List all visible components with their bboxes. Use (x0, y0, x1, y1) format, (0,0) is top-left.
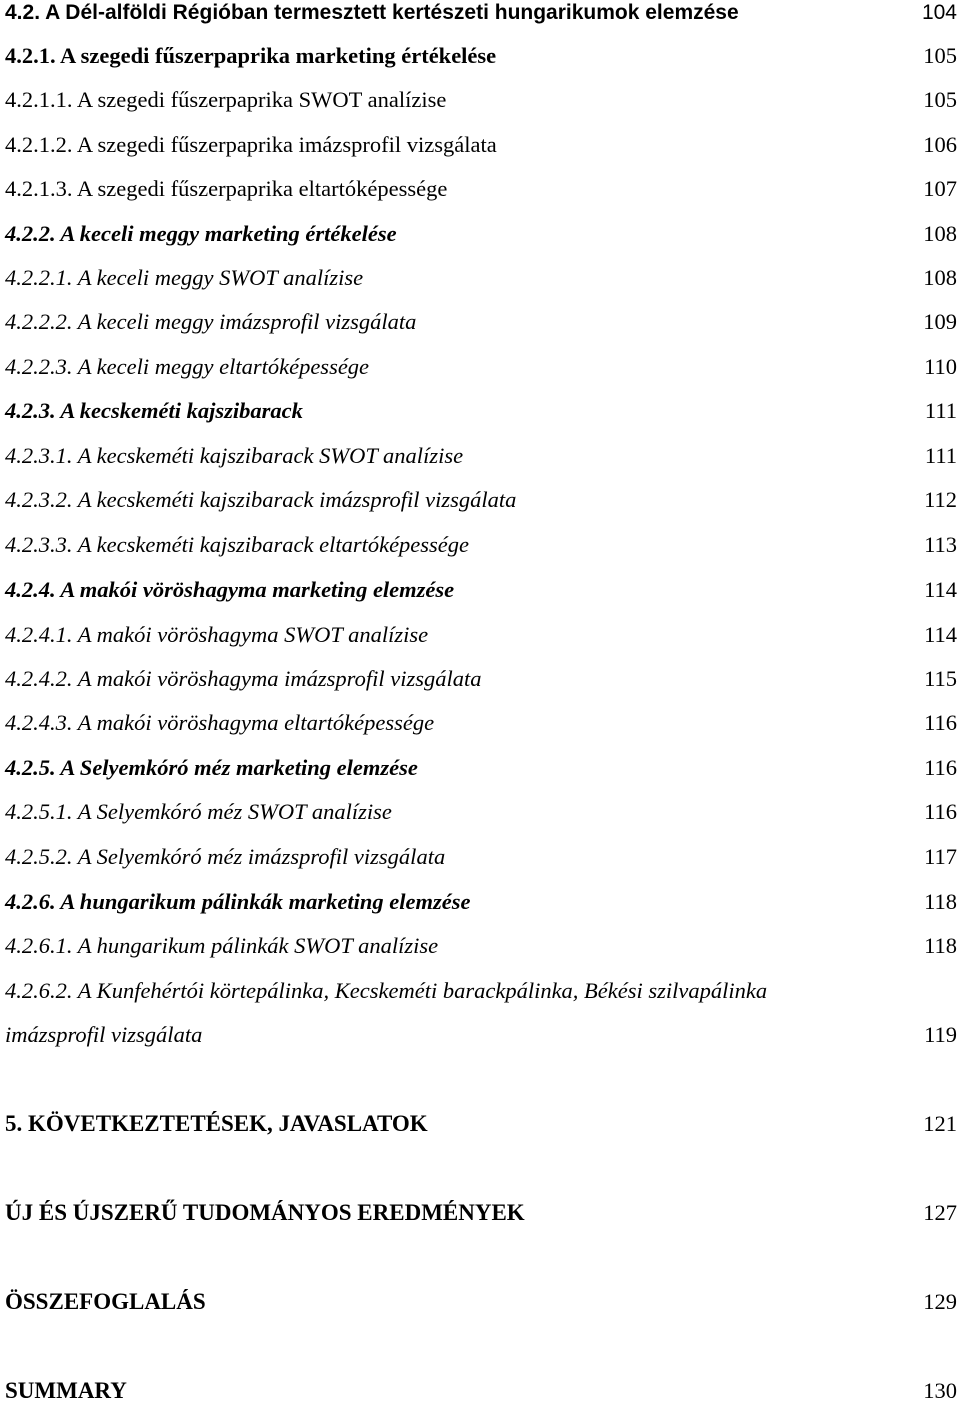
toc-entry-title: 5. KÖVETKEZTETÉSEK, JAVASLATOK (5, 1111, 428, 1136)
toc-entry-page-number: 112 (924, 487, 957, 512)
toc-entry-page-number: 116 (924, 710, 957, 735)
toc-entry-page-number: 113 (924, 532, 957, 557)
toc-entry-page-number: 114 (924, 577, 957, 602)
toc-entry-title: 4.2.4. A makói vöröshagyma marketing elemzése (5, 577, 455, 602)
toc-entry (5, 753, 957, 783)
toc-entry (5, 976, 957, 1006)
toc-entry-page-number: 115 (924, 666, 957, 691)
toc-entry-title: 4.2.1.3. A szegedi fűszerpaprika eltartóképessége (5, 176, 448, 201)
toc-entry (5, 797, 957, 827)
toc-entry-title: 4.2.6.2. A Kunfehértói körtepálinka, Kecskeméti barackpálinka, Békési szilvapálinka (5, 978, 768, 1003)
toc-entry-page-number: 116 (924, 755, 957, 780)
toc-entry (5, 1376, 957, 1406)
toc-entry (5, 41, 957, 71)
toc-entry-title: 4.2.1.1. A szegedi fűszerpaprika SWOT analízise (5, 87, 447, 112)
toc-entry-title: 4.2.3.3. A kecskeméti kajszibarack eltartóképessége (5, 532, 470, 557)
toc-entry (5, 931, 957, 961)
toc-entry-title: 4.2.3.1. A kecskeméti kajszibarack SWOT analízise (5, 443, 464, 468)
toc-entry-title: ÚJ ÉS ÚJSZERŰ TUDOMÁNYOS EREDMÉNYEK (5, 1200, 525, 1225)
toc-entry (5, 1109, 957, 1139)
toc-entry (5, 441, 957, 471)
toc-entry-page-number: 127 (923, 1200, 957, 1225)
toc-entry-title: 4.2.2. A keceli meggy marketing értékelése (5, 221, 397, 246)
toc-entry-title: 4.2.5. A Selyemkóró méz marketing elemzése (5, 755, 418, 780)
toc-entry-title: 4.2.4.2. A makói vöröshagyma imázsprofil vizsgálata (5, 666, 482, 691)
toc-entry-title: 4.2.6.1. A hungarikum pálinkák SWOT analízise (5, 933, 439, 958)
toc-entry-page-number: 116 (924, 799, 957, 824)
toc-entry (5, 485, 957, 515)
toc-entry (5, 1287, 957, 1317)
toc-entry-title: 4.2.4.3. A makói vöröshagyma eltartóképessége (5, 710, 435, 735)
toc-entry-title: 4.2.2.2. A keceli meggy imázsprofil vizsgálata (5, 309, 417, 334)
toc-entry-title: SUMMARY (5, 1378, 127, 1403)
toc-entry-title: 4.2.2.1. A keceli meggy SWOT analízise (5, 265, 364, 290)
toc-entry-page-number: 110 (924, 354, 957, 379)
toc-entry-page-number: 107 (923, 176, 957, 201)
toc-entry-page-number: 130 (923, 1378, 957, 1403)
toc-entry-page-number: 105 (923, 43, 957, 68)
toc-entry (5, 708, 957, 738)
toc-entry-page-number: 104 (921, 1, 957, 24)
toc-entry-page-number: 118 (924, 933, 957, 958)
toc-entry (5, 1198, 957, 1228)
toc-entry-page-number: 108 (923, 265, 957, 290)
toc-entry-page-number: 106 (923, 132, 957, 157)
toc-entry-page-number: 111 (924, 398, 957, 423)
toc-entry (5, 263, 957, 293)
toc-entry (5, 842, 957, 872)
toc-entry (5, 664, 957, 694)
toc-entry (5, 1020, 957, 1050)
toc-entry-page-number: 114 (924, 622, 957, 647)
toc-entry-page-number: 109 (923, 309, 957, 334)
toc-entry-title: 4.2.4.1. A makói vöröshagyma SWOT analízise (5, 622, 429, 647)
toc-entry (5, 887, 957, 917)
toc-entry (5, 0, 957, 28)
toc-entry (5, 219, 957, 249)
toc-entry-title: 4.2.1. A szegedi fűszerpaprika marketing értékelése (5, 43, 497, 68)
toc-entry-page-number: 117 (924, 844, 957, 869)
toc-entry (5, 396, 957, 426)
toc-entry-page-number: 108 (923, 221, 957, 246)
toc-entry (5, 530, 957, 560)
toc-entry-title: ÖSSZEFOGLALÁS (5, 1289, 206, 1314)
toc-entry (5, 575, 957, 605)
toc-entry-page-number: 105 (923, 87, 957, 112)
toc-entry (5, 352, 957, 382)
toc-entry-page-number: 129 (923, 1289, 957, 1314)
toc-entry (5, 307, 957, 337)
toc-entry-page-number: 118 (924, 889, 957, 914)
toc-entry-page-number: 119 (924, 1022, 957, 1047)
toc-entry (5, 130, 957, 160)
toc-entry-title: 4.2.3. A kecskeméti kajszibarack (5, 398, 303, 423)
toc-entry-title: 4.2.6. A hungarikum pálinkák marketing elemzése (5, 889, 471, 914)
toc-entry-title: 4.2.5.2. A Selyemkóró méz imázsprofil vizsgálata (5, 844, 446, 869)
toc-entry-title: 4.2.3.2. A kecskeméti kajszibarack imázsprofil vizsgálata (5, 487, 517, 512)
toc-entry (5, 620, 957, 650)
toc-entry-title: imázsprofil vizsgálata (5, 1022, 203, 1047)
toc-entry-page-number: 121 (923, 1111, 957, 1136)
toc-entry (5, 174, 957, 204)
toc-entry-title: 4.2.1.2. A szegedi fűszerpaprika imázsprofil vizsgálata (5, 132, 497, 157)
toc-entry-title: 4.2.5.1. A Selyemkóró méz SWOT analízise (5, 799, 392, 824)
toc-entry-title: 4.2.2.3. A keceli meggy eltartóképessége (5, 354, 370, 379)
toc-entry-title: 4.2. A Dél-alföldi Régióban termesztett kertészeti hungarikumok elemzése (5, 1, 739, 24)
toc-entry-page-number: 111 (924, 443, 957, 468)
toc-entry (5, 85, 957, 115)
